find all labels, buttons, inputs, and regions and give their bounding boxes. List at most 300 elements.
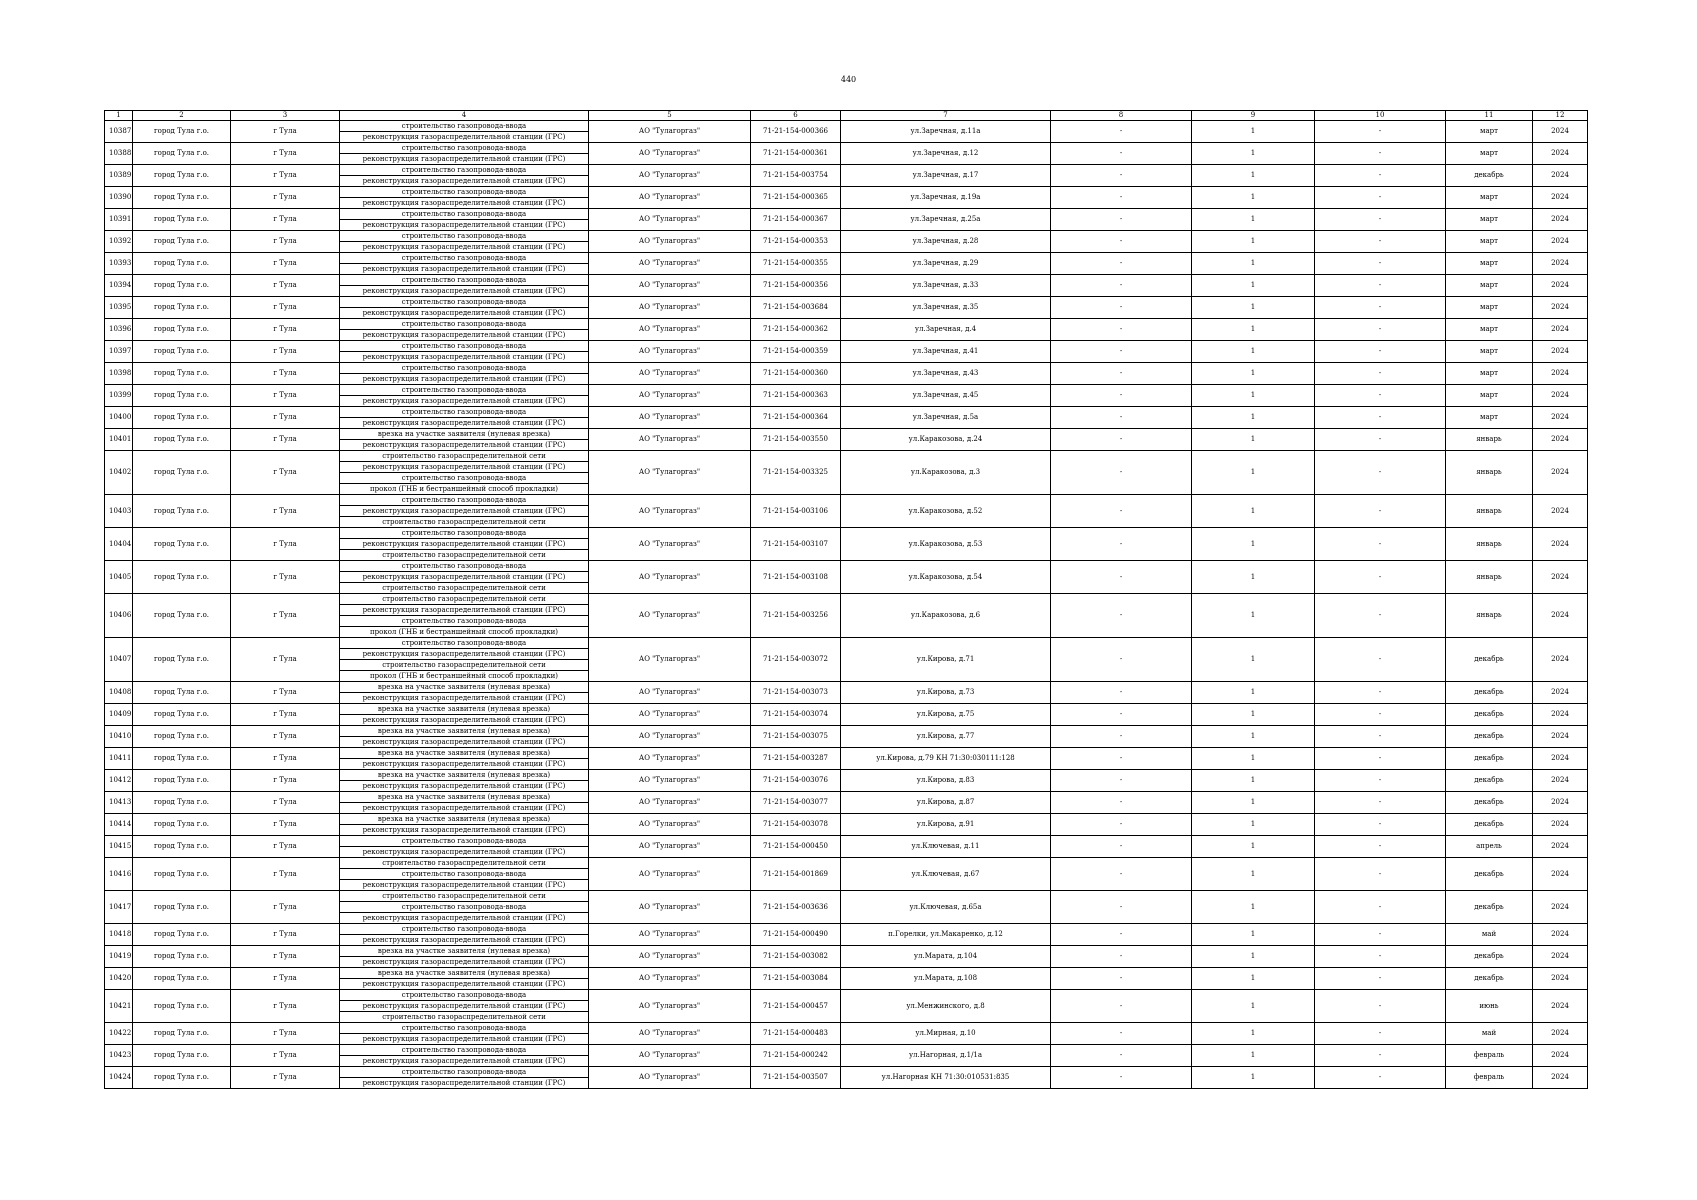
work-type-line: строительство газораспределительной сети <box>382 551 546 559</box>
municipality-cell: город Тула г.о. <box>133 726 231 748</box>
work-type-line: врезка на участке заявителя (нулевая врезка) <box>340 726 588 737</box>
work-type-line: строительство газопровода-ввода <box>340 561 588 572</box>
column-8-cell: - <box>1051 682 1192 704</box>
work-type-line: реконструкция газораспределительной станции (ГРС) <box>362 782 566 790</box>
address-cell: ул.Заречная, д.35 <box>841 297 1051 319</box>
organization-cell: АО "Тулагоргаз" <box>589 858 751 891</box>
address-cell: ул.Ключевая, д.67 <box>841 858 1051 891</box>
application-code-cell: 71-21-154-003684 <box>751 297 841 319</box>
column-10-cell: - <box>1315 946 1446 968</box>
row-number: 10406 <box>105 594 133 638</box>
column-9-cell: 1 <box>1192 187 1315 209</box>
organization-cell: АО "Тулагоргаз" <box>589 726 751 748</box>
work-type-line: реконструкция газораспределительной станции (ГРС) <box>362 353 566 361</box>
column-8-cell: - <box>1051 1023 1192 1045</box>
work-type-line: строительство газопровода-ввода <box>340 616 588 627</box>
column-8-cell: - <box>1051 836 1192 858</box>
column-10-cell: - <box>1315 968 1446 990</box>
locality-cell: г Тула <box>231 968 340 990</box>
works-cell <box>340 638 589 682</box>
work-type-line: строительство газопровода-ввода <box>340 165 588 176</box>
year-cell: 2024 <box>1533 748 1588 770</box>
row-number: 10405 <box>105 561 133 594</box>
municipality-cell: город Тула г.о. <box>133 770 231 792</box>
application-code-cell: 71-21-154-003078 <box>751 814 841 836</box>
row-number: 10423 <box>105 1045 133 1067</box>
table-row <box>105 429 1588 451</box>
row-number: 10401 <box>105 429 133 451</box>
application-code-cell: 71-21-154-000483 <box>751 1023 841 1045</box>
organization-cell: АО "Тулагоргаз" <box>589 704 751 726</box>
address-cell: ул.Заречная, д.41 <box>841 341 1051 363</box>
year-cell: 2024 <box>1533 319 1588 341</box>
row-number: 10389 <box>105 165 133 187</box>
address-cell: ул.Заречная, д.11а <box>841 121 1051 143</box>
month-cell: декабрь <box>1446 165 1533 187</box>
row-number: 10419 <box>105 946 133 968</box>
column-10-cell: - <box>1315 253 1446 275</box>
year-cell: 2024 <box>1533 1067 1588 1089</box>
row-number: 10417 <box>105 891 133 924</box>
table-row <box>105 858 1588 891</box>
work-type-line: реконструкция газораспределительной станции (ГРС) <box>362 199 566 207</box>
column-10-cell: - <box>1315 385 1446 407</box>
table-row <box>105 231 1588 253</box>
work-type-line: строительство газопровода-ввода <box>340 528 588 539</box>
table-row <box>105 121 1588 143</box>
work-type-line: строительство газопровода-ввода <box>340 363 588 374</box>
organization-cell: АО "Тулагоргаз" <box>589 891 751 924</box>
works-cell <box>340 407 589 429</box>
work-type-line: строительство газопровода-ввода <box>340 990 588 1001</box>
column-header-4: 4 <box>340 111 589 121</box>
column-8-cell: - <box>1051 121 1192 143</box>
column-9-cell: 1 <box>1192 891 1315 924</box>
locality-cell: г Тула <box>231 1023 340 1045</box>
column-10-cell: - <box>1315 770 1446 792</box>
works-cell <box>340 253 589 275</box>
month-cell: февраль <box>1446 1067 1533 1089</box>
work-type-line: строительство газопровода-ввода <box>340 495 588 506</box>
column-10-cell: - <box>1315 297 1446 319</box>
municipality-cell: город Тула г.о. <box>133 1045 231 1067</box>
month-cell: декабрь <box>1446 726 1533 748</box>
municipality-cell: город Тула г.о. <box>133 561 231 594</box>
organization-cell: АО "Тулагоргаз" <box>589 682 751 704</box>
column-header-1: 1 <box>105 111 133 121</box>
row-number: 10418 <box>105 924 133 946</box>
organization-cell: АО "Тулагоргаз" <box>589 319 751 341</box>
year-cell: 2024 <box>1533 297 1588 319</box>
work-type-line: реконструкция газораспределительной станции (ГРС) <box>362 1035 566 1043</box>
organization-cell: АО "Тулагоргаз" <box>589 561 751 594</box>
table-row <box>105 836 1588 858</box>
year-cell: 2024 <box>1533 638 1588 682</box>
work-type-line: реконструкция газораспределительной станции (ГРС) <box>362 980 566 988</box>
month-cell: январь <box>1446 528 1533 561</box>
application-code-cell: 71-21-154-000353 <box>751 231 841 253</box>
row-number: 10414 <box>105 814 133 836</box>
work-type-line: врезка на участке заявителя (нулевая врезка) <box>340 946 588 957</box>
column-10-cell: - <box>1315 341 1446 363</box>
column-10-cell: - <box>1315 594 1446 638</box>
application-code-cell: 71-21-154-003107 <box>751 528 841 561</box>
application-code-cell: 71-21-154-003108 <box>751 561 841 594</box>
organization-cell: АО "Тулагоргаз" <box>589 451 751 495</box>
year-cell: 2024 <box>1533 561 1588 594</box>
column-9-cell: 1 <box>1192 792 1315 814</box>
work-type-line: прокол (ГНБ и бестраншейный способ прокладки) <box>369 485 559 493</box>
address-cell: ул.Кирова, д.79 КН 71:30:030111:128 <box>841 748 1051 770</box>
year-cell: 2024 <box>1533 407 1588 429</box>
row-number: 10420 <box>105 968 133 990</box>
row-number: 10403 <box>105 495 133 528</box>
works-cell <box>340 1023 589 1045</box>
locality-cell: г Тула <box>231 143 340 165</box>
row-number: 10392 <box>105 231 133 253</box>
locality-cell: г Тула <box>231 770 340 792</box>
application-code-cell: 71-21-154-000356 <box>751 275 841 297</box>
municipality-cell: город Тула г.о. <box>133 297 231 319</box>
row-number: 10402 <box>105 451 133 495</box>
work-type-line: реконструкция газораспределительной станции (ГРС) <box>340 572 588 583</box>
column-header-11: 11 <box>1446 111 1533 121</box>
column-10-cell: - <box>1315 319 1446 341</box>
month-cell: март <box>1446 187 1533 209</box>
works-cell <box>340 231 589 253</box>
locality-cell: г Тула <box>231 704 340 726</box>
year-cell: 2024 <box>1533 792 1588 814</box>
table-row <box>105 187 1588 209</box>
organization-cell: АО "Тулагоргаз" <box>589 209 751 231</box>
works-cell <box>340 726 589 748</box>
column-9-cell: 1 <box>1192 1023 1315 1045</box>
column-9-cell: 1 <box>1192 1045 1315 1067</box>
application-code-cell: 71-21-154-003072 <box>751 638 841 682</box>
column-10-cell: - <box>1315 726 1446 748</box>
locality-cell: г Тула <box>231 319 340 341</box>
municipality-cell: город Тула г.о. <box>133 407 231 429</box>
year-cell: 2024 <box>1533 143 1588 165</box>
column-8-cell: - <box>1051 726 1192 748</box>
work-type-line: реконструкция газораспределительной станции (ГРС) <box>340 649 588 660</box>
works-cell <box>340 858 589 891</box>
row-number: 10387 <box>105 121 133 143</box>
column-10-cell: - <box>1315 231 1446 253</box>
organization-cell: АО "Тулагоргаз" <box>589 187 751 209</box>
work-type-line: строительство газораспределительной сети <box>382 1013 546 1021</box>
row-number: 10410 <box>105 726 133 748</box>
municipality-cell: город Тула г.о. <box>133 528 231 561</box>
works-cell <box>340 495 589 528</box>
month-cell: январь <box>1446 429 1533 451</box>
column-9-cell: 1 <box>1192 726 1315 748</box>
month-cell: май <box>1446 1023 1533 1045</box>
row-number: 10388 <box>105 143 133 165</box>
organization-cell: АО "Тулагоргаз" <box>589 165 751 187</box>
application-code-cell: 71-21-154-003507 <box>751 1067 841 1089</box>
table-row <box>105 1045 1588 1067</box>
works-cell <box>340 946 589 968</box>
locality-cell: г Тула <box>231 561 340 594</box>
column-9-cell: 1 <box>1192 143 1315 165</box>
work-type-line: прокол (ГНБ и бестраншейный способ прокладки) <box>369 628 559 636</box>
organization-cell: АО "Тулагоргаз" <box>589 385 751 407</box>
application-code-cell: 71-21-154-003287 <box>751 748 841 770</box>
organization-cell: АО "Тулагоргаз" <box>589 528 751 561</box>
locality-cell: г Тула <box>231 726 340 748</box>
column-9-cell: 1 <box>1192 319 1315 341</box>
year-cell: 2024 <box>1533 594 1588 638</box>
column-header-9: 9 <box>1192 111 1315 121</box>
work-type-line: реконструкция газораспределительной станции (ГРС) <box>362 826 566 834</box>
table-row <box>105 924 1588 946</box>
column-8-cell: - <box>1051 187 1192 209</box>
organization-cell: АО "Тулагоргаз" <box>589 792 751 814</box>
organization-cell: АО "Тулагоргаз" <box>589 363 751 385</box>
column-10-cell: - <box>1315 495 1446 528</box>
address-cell: ул.Марата, д.108 <box>841 968 1051 990</box>
organization-cell: АО "Тулагоргаз" <box>589 968 751 990</box>
work-type-line: реконструкция газораспределительной станции (ГРС) <box>362 1079 566 1087</box>
application-code-cell: 71-21-154-001869 <box>751 858 841 891</box>
column-8-cell: - <box>1051 253 1192 275</box>
locality-cell: г Тула <box>231 297 340 319</box>
column-10-cell: - <box>1315 924 1446 946</box>
row-number: 10404 <box>105 528 133 561</box>
month-cell: март <box>1446 385 1533 407</box>
month-cell: май <box>1446 924 1533 946</box>
works-cell <box>340 341 589 363</box>
address-cell: ул.Каракозова, д.52 <box>841 495 1051 528</box>
row-number: 10415 <box>105 836 133 858</box>
column-8-cell: - <box>1051 770 1192 792</box>
column-9-cell: 1 <box>1192 946 1315 968</box>
address-cell: ул.Марата, д.104 <box>841 946 1051 968</box>
month-cell: март <box>1446 275 1533 297</box>
works-cell <box>340 836 589 858</box>
organization-cell: АО "Тулагоргаз" <box>589 297 751 319</box>
work-type-line: строительство газопровода-ввода <box>340 869 588 880</box>
organization-cell: АО "Тулагоргаз" <box>589 946 751 968</box>
month-cell: декабрь <box>1446 968 1533 990</box>
gasification-register-table <box>104 110 1588 1089</box>
municipality-cell: город Тула г.о. <box>133 814 231 836</box>
column-header-5: 5 <box>589 111 751 121</box>
organization-cell: АО "Тулагоргаз" <box>589 638 751 682</box>
month-cell: март <box>1446 363 1533 385</box>
table-row <box>105 143 1588 165</box>
address-cell: ул.Менжинского, д.8 <box>841 990 1051 1023</box>
work-type-line: строительство газораспределительной сети <box>340 451 588 462</box>
work-type-line: строительство газопровода-ввода <box>340 836 588 847</box>
address-cell: ул.Кирова, д.75 <box>841 704 1051 726</box>
organization-cell: АО "Тулагоргаз" <box>589 924 751 946</box>
application-code-cell: 71-21-154-000361 <box>751 143 841 165</box>
column-10-cell: - <box>1315 528 1446 561</box>
municipality-cell: город Тула г.о. <box>133 1023 231 1045</box>
column-header-7: 7 <box>841 111 1051 121</box>
municipality-cell: город Тула г.о. <box>133 594 231 638</box>
work-type-line: врезка на участке заявителя (нулевая врезка) <box>340 792 588 803</box>
municipality-cell: город Тула г.о. <box>133 858 231 891</box>
municipality-cell: город Тула г.о. <box>133 165 231 187</box>
column-9-cell: 1 <box>1192 275 1315 297</box>
work-type-line: строительство газопровода-ввода <box>340 121 588 132</box>
works-cell <box>340 385 589 407</box>
work-type-line: строительство газопровода-ввода <box>340 1045 588 1056</box>
page-number: 440 <box>840 75 857 84</box>
column-10-cell: - <box>1315 451 1446 495</box>
municipality-cell: город Тула г.о. <box>133 924 231 946</box>
municipality-cell: город Тула г.о. <box>133 253 231 275</box>
column-8-cell: - <box>1051 385 1192 407</box>
application-code-cell: 71-21-154-003073 <box>751 682 841 704</box>
row-number: 10411 <box>105 748 133 770</box>
municipality-cell: город Тула г.о. <box>133 231 231 253</box>
column-8-cell: - <box>1051 407 1192 429</box>
municipality-cell: город Тула г.о. <box>133 748 231 770</box>
work-type-line: реконструкция газораспределительной станции (ГРС) <box>362 155 566 163</box>
month-cell: март <box>1446 319 1533 341</box>
works-cell <box>340 319 589 341</box>
works-cell <box>340 1045 589 1067</box>
column-9-cell: 1 <box>1192 451 1315 495</box>
locality-cell: г Тула <box>231 495 340 528</box>
table-row <box>105 946 1588 968</box>
address-cell: ул.Заречная, д.29 <box>841 253 1051 275</box>
locality-cell: г Тула <box>231 792 340 814</box>
address-cell: ул.Заречная, д.12 <box>841 143 1051 165</box>
organization-cell: АО "Тулагоргаз" <box>589 1067 751 1089</box>
year-cell: 2024 <box>1533 341 1588 363</box>
locality-cell: г Тула <box>231 638 340 682</box>
month-cell: декабрь <box>1446 814 1533 836</box>
work-type-line: реконструкция газораспределительной станции (ГРС) <box>362 441 566 449</box>
column-10-cell: - <box>1315 143 1446 165</box>
work-type-line: строительство газопровода-ввода <box>340 924 588 935</box>
address-cell: ул.Кирова, д.83 <box>841 770 1051 792</box>
application-code-cell: 71-21-154-003082 <box>751 946 841 968</box>
locality-cell: г Тула <box>231 385 340 407</box>
column-9-cell: 1 <box>1192 638 1315 682</box>
work-type-line: реконструкция газораспределительной станции (ГРС) <box>362 243 566 251</box>
address-cell: ул.Каракозова, д.53 <box>841 528 1051 561</box>
column-9-cell: 1 <box>1192 682 1315 704</box>
application-code-cell: 71-21-154-003550 <box>751 429 841 451</box>
year-cell: 2024 <box>1533 682 1588 704</box>
column-10-cell: - <box>1315 165 1446 187</box>
month-cell: январь <box>1446 451 1533 495</box>
table-row <box>105 770 1588 792</box>
year-cell: 2024 <box>1533 968 1588 990</box>
work-type-line: реконструкция газораспределительной станции (ГРС) <box>362 177 566 185</box>
organization-cell: АО "Тулагоргаз" <box>589 253 751 275</box>
row-number: 10416 <box>105 858 133 891</box>
column-8-cell: - <box>1051 209 1192 231</box>
column-header-12: 12 <box>1533 111 1588 121</box>
year-cell: 2024 <box>1533 385 1588 407</box>
row-number: 10408 <box>105 682 133 704</box>
column-header-8: 8 <box>1051 111 1192 121</box>
year-cell: 2024 <box>1533 726 1588 748</box>
table-row <box>105 726 1588 748</box>
column-8-cell: - <box>1051 528 1192 561</box>
locality-cell: г Тула <box>231 990 340 1023</box>
organization-cell: АО "Тулагоргаз" <box>589 341 751 363</box>
organization-cell: АО "Тулагоргаз" <box>589 990 751 1023</box>
column-10-cell: - <box>1315 704 1446 726</box>
address-cell: ул.Ключевая, д.11 <box>841 836 1051 858</box>
month-cell: март <box>1446 121 1533 143</box>
column-9-cell: 1 <box>1192 968 1315 990</box>
application-code-cell: 71-21-154-000367 <box>751 209 841 231</box>
works-cell <box>340 121 589 143</box>
work-type-line: реконструкция газораспределительной станции (ГРС) <box>362 331 566 339</box>
row-number: 10409 <box>105 704 133 726</box>
work-type-line: реконструкция газораспределительной станции (ГРС) <box>362 760 566 768</box>
locality-cell: г Тула <box>231 594 340 638</box>
work-type-line: строительство газопровода-ввода <box>340 187 588 198</box>
table-row <box>105 704 1588 726</box>
municipality-cell: город Тула г.о. <box>133 275 231 297</box>
month-cell: январь <box>1446 495 1533 528</box>
organization-cell: АО "Тулагоргаз" <box>589 770 751 792</box>
work-type-line: реконструкция газораспределительной станции (ГРС) <box>362 848 566 856</box>
work-type-line: реконструкция газораспределительной станции (ГРС) <box>340 605 588 616</box>
month-cell: март <box>1446 341 1533 363</box>
address-cell: ул.Заречная, д.45 <box>841 385 1051 407</box>
application-code-cell: 71-21-154-003325 <box>751 451 841 495</box>
municipality-cell: город Тула г.о. <box>133 319 231 341</box>
column-10-cell: - <box>1315 1023 1446 1045</box>
application-code-cell: 71-21-154-003075 <box>751 726 841 748</box>
works-cell <box>340 275 589 297</box>
table-body <box>105 121 1588 1089</box>
column-10-cell: - <box>1315 1067 1446 1089</box>
column-9-cell: 1 <box>1192 704 1315 726</box>
works-cell <box>340 451 589 495</box>
address-cell: п.Горелки, ул.Макаренко, д.12 <box>841 924 1051 946</box>
row-number: 10407 <box>105 638 133 682</box>
locality-cell: г Тула <box>231 187 340 209</box>
row-number: 10397 <box>105 341 133 363</box>
work-type-line: врезка на участке заявителя (нулевая врезка) <box>340 704 588 715</box>
address-cell: ул.Заречная, д.43 <box>841 363 1051 385</box>
table-row <box>105 1023 1588 1045</box>
organization-cell: АО "Тулагоргаз" <box>589 275 751 297</box>
works-cell <box>340 187 589 209</box>
year-cell: 2024 <box>1533 363 1588 385</box>
application-code-cell: 71-21-154-000457 <box>751 990 841 1023</box>
work-type-line: строительство газопровода-ввода <box>340 297 588 308</box>
month-cell: март <box>1446 407 1533 429</box>
column-8-cell: - <box>1051 792 1192 814</box>
locality-cell: г Тула <box>231 407 340 429</box>
address-cell: ул.Каракозова, д.6 <box>841 594 1051 638</box>
month-cell: декабрь <box>1446 704 1533 726</box>
table-row <box>105 363 1588 385</box>
year-cell: 2024 <box>1533 814 1588 836</box>
year-cell: 2024 <box>1533 704 1588 726</box>
year-cell: 2024 <box>1533 209 1588 231</box>
locality-cell: г Тула <box>231 451 340 495</box>
municipality-cell: город Тула г.о. <box>133 638 231 682</box>
locality-cell: г Тула <box>231 748 340 770</box>
column-9-cell: 1 <box>1192 231 1315 253</box>
row-number: 10394 <box>105 275 133 297</box>
address-cell: ул.Каракозова, д.24 <box>841 429 1051 451</box>
